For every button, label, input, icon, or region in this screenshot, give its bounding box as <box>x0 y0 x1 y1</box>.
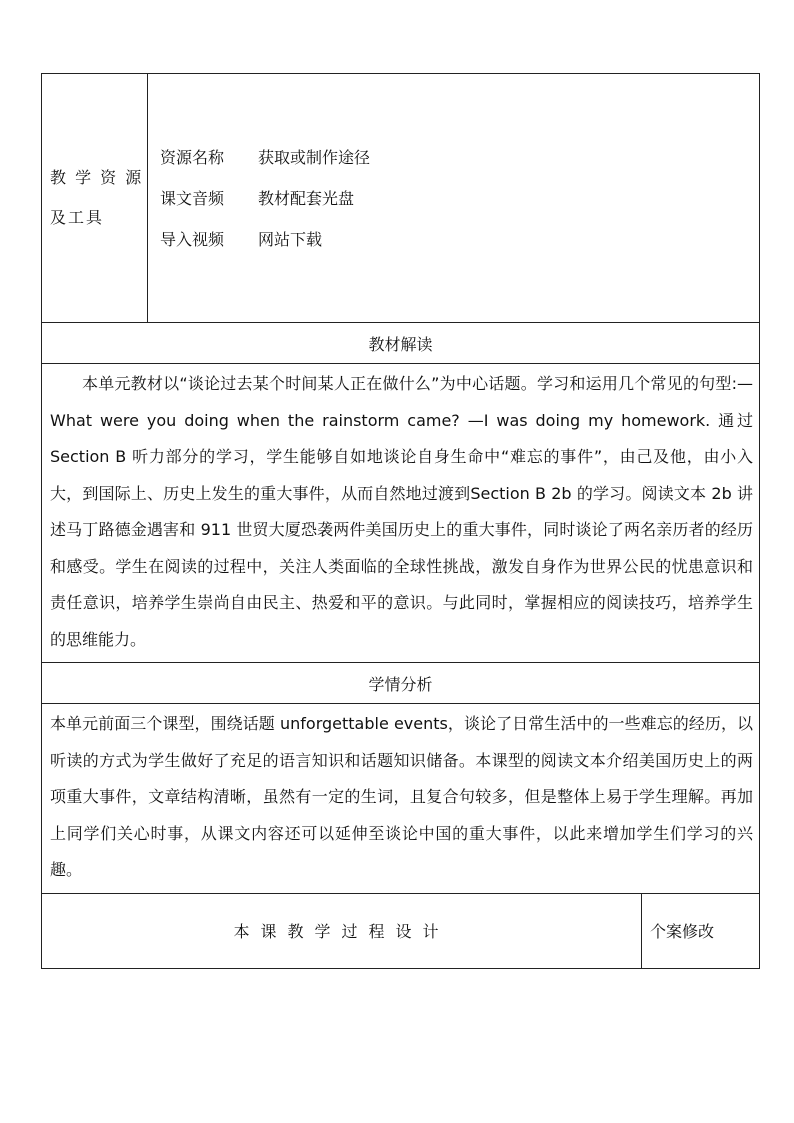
resource-row <box>160 178 759 219</box>
learner-content-cell <box>42 704 760 894</box>
lesson-plan-table <box>41 73 760 969</box>
resource-name: 导入视频 <box>160 229 225 249</box>
process-title: 本课教学过程设计 <box>42 893 642 968</box>
resources-header-row <box>160 137 759 178</box>
textbook-paragraph: 本单元教材以“谈论过去某个时间某人正在做什么”为中心话题。学习和运用几个常见的句型:—What were you doing when the rainstorm came? —I was doing my homework. 通过 Section B 听力部分的学习，学生能够自如地谈论自身生命中“难忘的事件”，由己及他，由小入大，到国际上、历史上发生的重大事件，从而自然地过渡到Section B 2b 的学习。阅读文本 2b 讲述马丁路德金遇害和 911 世贸大厦恐袭两件美国历史上的重大事件，同时谈论了两名亲历者的经历和感受。学生在阅读的过程中，关注人类面临的全球性挑战，激发自身作为世界公民的忧患意识和责任意识，培养学生崇尚自由民主、热爱和平的意识。与此同时，掌握相应的阅读技巧，培养学生的思维能力。 <box>50 374 754 649</box>
resources-label-line1: 教 学 资 源 <box>50 168 144 187</box>
resources-label-line2: 及工具 <box>50 208 105 227</box>
resource-row <box>160 219 759 260</box>
learner-heading: 学情分析 <box>42 663 760 704</box>
resource-name-header: 资源名称 <box>160 147 225 167</box>
textbook-heading-row <box>42 323 760 364</box>
resources-content-cell <box>148 74 760 323</box>
resource-name: 课文音频 <box>160 188 225 208</box>
learner-content-row <box>42 704 760 894</box>
textbook-content-row <box>42 364 760 663</box>
resource-source-header: 获取或制作途径 <box>258 147 371 167</box>
case-revision-label: 个案修改 <box>642 893 760 968</box>
textbook-content-cell <box>42 364 760 663</box>
resource-source: 网站下载 <box>258 229 323 249</box>
resource-source: 教材配套光盘 <box>258 188 355 208</box>
resources-row <box>42 74 760 323</box>
learner-paragraph: 本单元前面三个课型，围绕话题 unforgettable events，谈论了日常生活中的一些难忘的经历，以听读的方式为学生做好了充足的语言知识和话题知识储备。本课型的阅读文本介绍美国历史上的两项重大事件，文章结构清晰，虽然有一定的生词，且复合句较多，但是整体上易于学生理解。再加上同学们关心时事，从课文内容还可以延伸至谈论中国的重大事件，以此来增加学生们学习的兴趣。 <box>50 714 754 879</box>
textbook-heading: 教材解读 <box>42 323 760 364</box>
process-row <box>42 893 760 968</box>
resources-label-cell <box>42 74 148 323</box>
learner-heading-row <box>42 663 760 704</box>
